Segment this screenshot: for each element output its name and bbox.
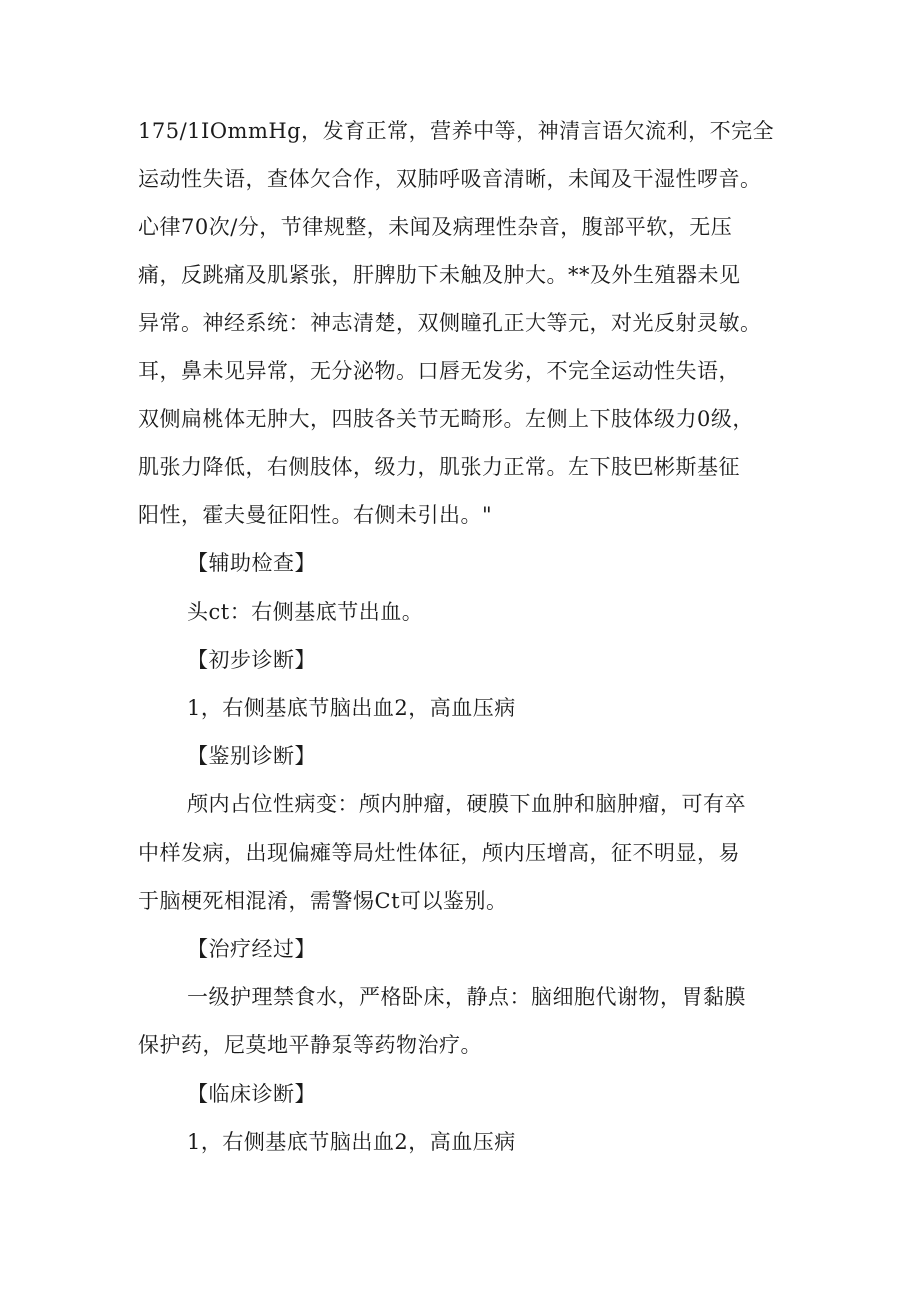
- section-heading-preliminary: 【初步诊断】: [187, 648, 316, 672]
- exam-line: 痛，反跳痛及肌紧张，肝脾肋下未触及肿大。**及外生殖器未见: [138, 263, 741, 287]
- differential-line: 于脑梗死相混淆，需警惕Ct可以鉴别。: [138, 889, 508, 913]
- exam-line: 耳，鼻未见异常，无分泌物。口唇无发劣，不完全运动性失语，: [138, 359, 740, 383]
- exam-line: 肌张力降低，右侧肢体，级力，肌张力正常。左下肢巴彬斯基征: [138, 455, 740, 479]
- section-heading-clinical: 【临床诊断】: [187, 1082, 316, 1106]
- exam-line: 双侧扁桃体无肿大，四肢各关节无畸形。左侧上下肢体级力0级，: [138, 407, 754, 431]
- differential-line: 颅内占位性病变：颅内肿瘤，硬膜下血肿和脑肿瘤，可有卒: [187, 792, 746, 816]
- treatment-line: 保护药，尼莫地平静泵等药物治疗。: [138, 1033, 482, 1057]
- section-heading-treatment: 【治疗经过】: [187, 937, 316, 961]
- preliminary-line: 1，右侧基底节脑出血2，高血压病: [187, 696, 516, 720]
- exam-line: 运动性失语，查体欠合作，双肺呼吸音清晰，未闻及干湿性啰音。: [138, 167, 762, 191]
- exam-line: 阳性，霍夫曼征阳性。右侧未引出。": [138, 503, 493, 527]
- exam-line: 异常。神经系统：神志清楚，双侧瞳孔正大等元，对光反射灵敏。: [138, 311, 762, 335]
- exam-line: 175/1IOmmHg，发育正常，营养中等，神清言语欠流利，不完全: [138, 119, 775, 143]
- auxiliary-line: 头ct：右侧基底节出血。: [187, 600, 424, 624]
- exam-line: 心律70次/分，节律规整，未闻及病理性杂音，腹部平软，无压: [138, 215, 733, 239]
- section-heading-auxiliary: 【辅助检查】: [187, 551, 316, 575]
- differential-line: 中样发病，出现偏瘫等局灶性体征，颅内压增高，征不明显，易: [138, 841, 740, 865]
- clinical-line: 1，右侧基底节脑出血2，高血压病: [187, 1130, 516, 1154]
- treatment-line: 一级护理禁食水，严格卧床，静点：脑细胞代谢物，胃黏膜: [187, 985, 746, 1009]
- section-heading-differential: 【鉴别诊断】: [187, 744, 316, 768]
